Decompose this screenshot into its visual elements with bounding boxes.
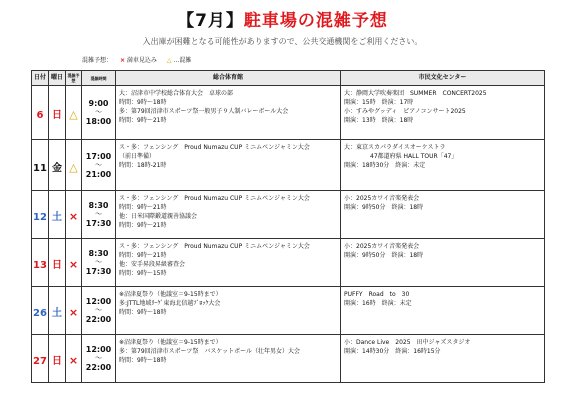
gym-line: 時間：9時～21時 bbox=[119, 204, 167, 211]
header-culture: 市民文化センター bbox=[341, 71, 545, 86]
culture-line: 開演：9時50分 終演：18時 bbox=[344, 204, 424, 211]
time-start: 12:00 bbox=[85, 345, 112, 354]
gym-line: 時間：9時～15時 bbox=[119, 270, 167, 277]
gym-line: 他：日米国際鍛道親善協議会 bbox=[119, 213, 198, 220]
culture-line: 小：2025カワイ音楽発表会 bbox=[344, 243, 420, 250]
header-gym: 総合体育館 bbox=[116, 71, 341, 86]
date-cell: 27 bbox=[33, 356, 47, 367]
table-row bbox=[32, 239, 545, 287]
dow-cell: 金 bbox=[52, 162, 62, 174]
gym-cell bbox=[116, 86, 341, 140]
title-prefix: 【7月】 bbox=[177, 11, 244, 31]
busy-time bbox=[82, 201, 115, 228]
gym-cell bbox=[116, 335, 341, 383]
gym-line: 時間：9時～18時 bbox=[119, 99, 167, 106]
gym-line: 時間：9時～21時 bbox=[119, 252, 167, 259]
legend-label: 混雑予想： bbox=[82, 57, 113, 64]
date-cell: 12 bbox=[33, 212, 47, 223]
culture-line: 小：Dance Live 2025 田中ジャズスタジオ bbox=[344, 339, 471, 346]
busy-time bbox=[82, 152, 115, 179]
gym-cell bbox=[116, 239, 341, 287]
legend-x-text: 満車見込み bbox=[126, 57, 157, 64]
gym-line: 多：第79回沼津市スポーツ祭一般男子９人制バレーボール大会 bbox=[119, 108, 289, 115]
culture-line: 小：2025カワイ音楽発表会 bbox=[344, 195, 420, 202]
busy-time bbox=[82, 99, 115, 126]
notice-text: 入出庫が困難となる可能性がありますので、公共交通機関をご利用ください。 bbox=[142, 37, 423, 46]
culture-line: 開演：13時 終演：18時 bbox=[344, 117, 414, 124]
culture-line: 大：東京スカパラダイスオーケストラ bbox=[344, 144, 446, 151]
gym-line: （前日準備） bbox=[119, 153, 156, 160]
congestion-table bbox=[31, 70, 545, 383]
culture-cell bbox=[341, 239, 545, 287]
busy-time bbox=[82, 297, 115, 324]
culture-line: 開演：16時 終演：未定 bbox=[344, 300, 412, 307]
dow-cell: 日 bbox=[52, 356, 62, 367]
full-mark-icon: × bbox=[68, 258, 79, 271]
culture-line: 47都道府県 HALL TOUR「47」 bbox=[370, 153, 458, 160]
date-cell: 26 bbox=[33, 308, 47, 319]
culture-cell bbox=[341, 140, 545, 191]
time-end: 18:00 bbox=[85, 117, 112, 126]
culture-cell bbox=[341, 86, 545, 140]
culture-line: 開演：18時30分 終演：未定 bbox=[344, 162, 426, 169]
time-start: 12:00 bbox=[85, 297, 112, 306]
time-end: 22:00 bbox=[85, 363, 112, 372]
gym-line: 大：沼津市中学校総合体育大会 卓球の部 bbox=[119, 90, 234, 97]
culture-line: 開演：9時50分 終演：18時 bbox=[344, 252, 424, 259]
dow-cell: 日 bbox=[52, 260, 62, 271]
busy-time bbox=[82, 249, 115, 276]
gym-cell bbox=[116, 140, 341, 191]
header-dow: 曜日 bbox=[49, 71, 66, 86]
legend-x-mark: × bbox=[119, 57, 125, 64]
time-tilde: ～ bbox=[95, 258, 102, 266]
culture-cell bbox=[341, 335, 545, 383]
culture-cell bbox=[341, 287, 545, 335]
header-busy-time: 混雑時間 bbox=[82, 71, 116, 86]
date-cell: 13 bbox=[33, 260, 47, 271]
gym-line: 時間：9時～21時 bbox=[119, 222, 167, 229]
culture-line: 小：すみやグッディ ピアノコンサート2025 bbox=[344, 108, 466, 115]
culture-line: 大：静岡大学吹奏楽団 SUMMER CONCERT2025 bbox=[344, 90, 487, 97]
gym-line: 時間：9時～18時 bbox=[119, 309, 167, 316]
gym-line: ※沼津夏祭り（他議室＝9-15時まで） bbox=[119, 339, 222, 346]
dow-cell: 日 bbox=[52, 110, 62, 121]
time-tilde: ～ bbox=[95, 108, 102, 116]
time-end: 21:00 bbox=[85, 169, 112, 179]
gym-line: 他：安手昇段昇級審査会 bbox=[119, 261, 186, 268]
time-start: 9:00 bbox=[88, 99, 109, 108]
culture-cell bbox=[341, 191, 545, 239]
busy-mark-icon: △ bbox=[69, 108, 78, 121]
date-cell: 6 bbox=[36, 110, 44, 121]
busy-time bbox=[82, 345, 115, 372]
time-tilde: ～ bbox=[95, 354, 102, 362]
gym-line: ※沼津夏祭り（他議室＝9-15時まで） bbox=[119, 291, 222, 298]
gym-line: 時間：9時～18時 bbox=[119, 357, 167, 364]
header-forecast: 混雑予想 bbox=[66, 71, 82, 86]
table-row bbox=[32, 335, 545, 383]
gym-cell bbox=[116, 287, 341, 335]
time-start: 17:00 bbox=[85, 151, 112, 161]
table-row bbox=[32, 191, 545, 239]
dow-cell: 土 bbox=[52, 308, 62, 319]
gym-line: 時間：9時～21時 bbox=[119, 117, 167, 124]
header-date: 日付 bbox=[32, 71, 49, 86]
time-start: 8:30 bbox=[88, 201, 109, 210]
legend-triangle-mark: △ bbox=[166, 57, 172, 64]
table-row bbox=[32, 86, 545, 140]
time-tilde: ～ bbox=[95, 306, 102, 314]
time-end: 17:30 bbox=[85, 219, 112, 228]
table-row bbox=[32, 140, 545, 191]
full-mark-icon: × bbox=[68, 306, 79, 319]
gym-line: ス・多：フェンシング Proud Numazu CUP ミニムベンジャミン大会 bbox=[119, 195, 310, 202]
gym-line: ス・多：フェンシング Proud Numazu CUP ミニムベンジャミン大会 bbox=[119, 144, 310, 151]
culture-line: 開演：14時30分 終演：16時15分 bbox=[344, 348, 441, 355]
legend bbox=[82, 55, 191, 64]
table-header-row bbox=[32, 71, 545, 86]
legend-triangle-text: …混雑 bbox=[173, 57, 192, 64]
time-tilde: ～ bbox=[95, 160, 102, 169]
gym-line: 多：第79回沼津市スポーツ祭 バスケットボール（壮年男女）大会 bbox=[119, 348, 300, 355]
full-mark-icon: × bbox=[68, 354, 79, 367]
date-cell: 11 bbox=[33, 162, 47, 174]
page-title bbox=[0, 6, 565, 31]
busy-mark-icon: △ bbox=[69, 160, 78, 174]
culture-line: 開演：15時 終演：17時 bbox=[344, 99, 414, 106]
time-end: 17:30 bbox=[85, 267, 112, 276]
gym-cell bbox=[116, 191, 341, 239]
gym-line: 時間：18時-21時 bbox=[119, 162, 167, 169]
time-tilde: ～ bbox=[95, 210, 102, 218]
gym-line: ス・多：フェンシング Proud Numazu CUP ミニムベンジャミン大会 bbox=[119, 243, 310, 250]
time-end: 22:00 bbox=[85, 315, 112, 324]
table-row bbox=[32, 287, 545, 335]
title-main: 駐車場の混雑予想 bbox=[243, 11, 388, 31]
full-mark-icon: × bbox=[68, 210, 79, 223]
time-start: 8:30 bbox=[88, 249, 109, 258]
dow-cell: 土 bbox=[52, 212, 62, 223]
gym-line: 多:JTTL地域ﾘｰｸﾞ東海北信越ﾌﾞﾛｯｸ大会 bbox=[119, 300, 221, 307]
culture-line: PUFFY Road to 30 bbox=[344, 291, 410, 298]
